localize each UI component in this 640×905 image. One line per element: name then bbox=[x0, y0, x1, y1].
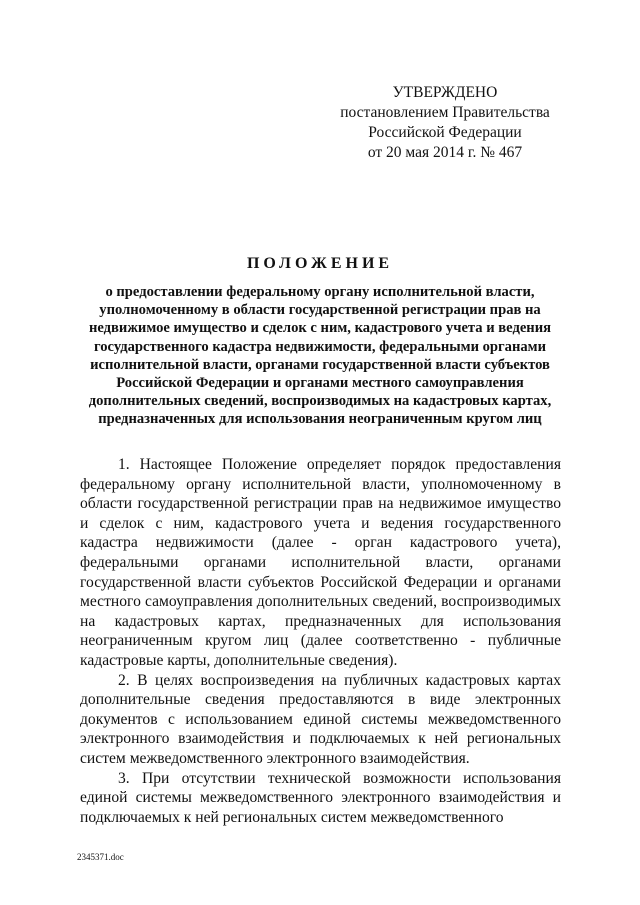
approval-heading: УТВЕРЖДЕНО bbox=[392, 84, 498, 101]
approval-decree-line: постановлением Правительства bbox=[340, 104, 550, 121]
document-title: ПОЛОЖЕНИЕ bbox=[246, 255, 394, 272]
approval-government-line: Российской Федерации bbox=[368, 124, 522, 141]
document-subtitle: о предоставлении федеральному органу исполнительной власти, уполномоченному в области государственной регистрации прав на недвижимое имущество и сделок с ним, кадастрового учета и ведения государственного кадастра недвижимости, федеральными органами исполнительной власти, органами государственной власти субъектов Российской Федерации и органами местного самоуправления дополнительных сведений, воспроизводимых на кадастровых картах, предназначенных для использования неограниченным кругом лиц bbox=[88, 284, 552, 428]
paragraph-3: 3. При отсутствии технической возможности использования единой системы межведомственного электронного взаимодействия и подключаемых к ней региональных систем межведомственного bbox=[80, 769, 561, 826]
file-name-footer: 2345371.doc bbox=[77, 852, 124, 862]
approval-date-number: от 20 мая 2014 г. № 467 bbox=[367, 144, 523, 161]
paragraph-2: 2. В целях воспроизведения на публичных кадастровых картах дополнительные сведения предоставляются в виде электронных документов с использованием единой системы межведомственного электронного взаимодействия и подключаемых к ней региональных систем межведомственного электронного взаимодействия. bbox=[80, 671, 561, 767]
document-body bbox=[80, 455, 561, 827]
paragraph-1: 1. Настоящее Положение определяет порядок предоставления федеральному органу исполнительной власти, уполномоченному в области государственной регистрации прав на недвижимое имущество и сделок с ним, кадастрового учета и ведения государственного кадастра недвижимости (далее - орган кадастрового учета), федеральными органами исполнительной власти, органами государственной власти субъектов Российской Федерации и органами местного самоуправления дополнительных сведений, воспроизводимых на кадастровых картах, предназначенных для использования неограниченным кругом лиц (далее соответственно - публичные кадастровые карты, дополнительные сведения). bbox=[80, 456, 561, 669]
approval-stamp bbox=[335, 83, 555, 163]
